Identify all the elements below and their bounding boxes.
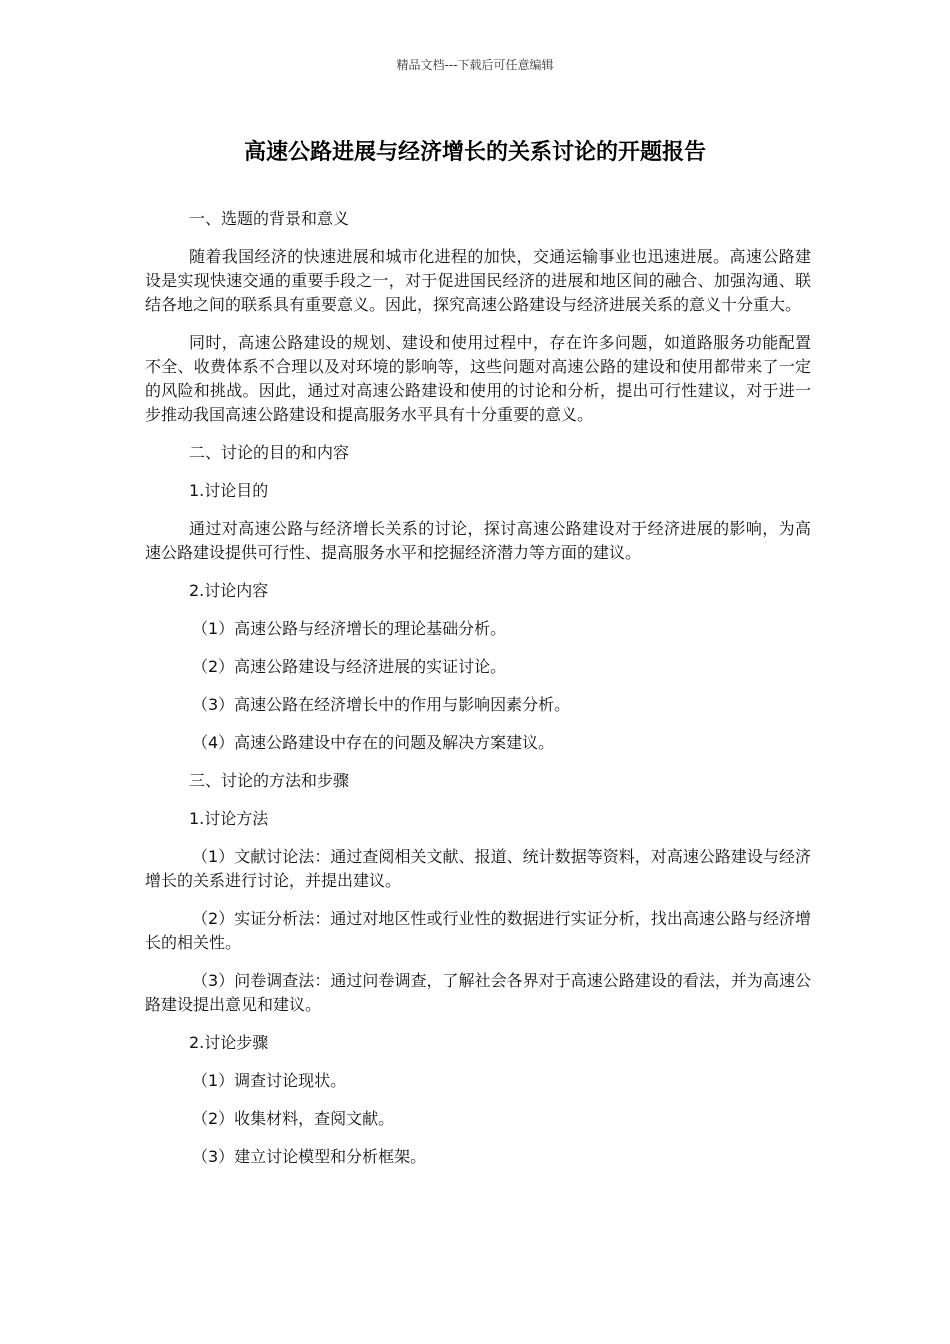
body-paragraph: 通过对高速公路与经济增长关系的讨论，探讨高速公路建设对于经济进展的影响，为高速公路建设提供可行性、提高服务水平和挖掘经济潜力等方面的建议。 xyxy=(145,519,811,562)
section-heading: 二、讨论的目的和内容 xyxy=(189,443,350,462)
subsection-heading: 2.讨论步骤 xyxy=(189,1033,269,1052)
document-body xyxy=(145,207,811,1183)
page-header: 精品文档---下载后可任意编辑 xyxy=(396,58,554,72)
document-title: 高速公路进展与经济增长的关系讨论的开题报告 xyxy=(243,140,706,165)
body-paragraph: 同时，高速公路建设的规划、建设和使用过程中，存在许多问题，如道路服务功能配置不全、收费体系不合理以及对环境的影响等，这些问题对高速公路的建设和使用都带来了一定的风险和挑战。因此，通过对高速公路建设和使用的讨论和分析，提出可行性建议，对于进一步推动我国高速公路建设和提高服务水平具有十分重要的意义。 xyxy=(145,333,811,424)
list-item: （1）高速公路与经济增长的理论基础分析。 xyxy=(192,619,507,638)
list-item: （1）文献讨论法：通过查阅相关文献、报道、统计数据等资料，对高速公路建设与经济增长的关系进行讨论，并提出建议。 xyxy=(145,847,811,890)
section-heading: 三、讨论的方法和步骤 xyxy=(189,771,350,790)
subsection-heading: 2.讨论内容 xyxy=(189,581,269,600)
list-item: （1）调查讨论现状。 xyxy=(192,1071,347,1090)
list-item: （3）问卷调查法：通过问卷调查，了解社会各界对于高速公路建设的看法，并为高速公路建设提出意见和建议。 xyxy=(145,971,811,1014)
section-heading: 一、选题的背景和意义 xyxy=(189,209,350,228)
list-item: （2）实证分析法：通过对地区性或行业性的数据进行实证分析，找出高速公路与经济增长的相关性。 xyxy=(145,909,811,952)
subsection-heading: 1.讨论目的 xyxy=(189,481,269,500)
body-paragraph: 随着我国经济的快速进展和城市化进程的加快，交通运输事业也迅速进展。高速公路建设是实现快速交通的重要手段之一，对于促进国民经济的进展和地区间的融合、加强沟通、联结各地之间的联系具有重要意义。因此，探究高速公路建设与经济进展关系的意义十分重大。 xyxy=(145,247,811,314)
list-item: （4）高速公路建设中存在的问题及解决方案建议。 xyxy=(192,733,555,752)
subsection-heading: 1.讨论方法 xyxy=(189,809,269,828)
list-item: （2）高速公路建设与经济进展的实证讨论。 xyxy=(192,657,507,676)
list-item: （2）收集材料，查阅文献。 xyxy=(192,1109,395,1128)
list-item: （3）高速公路在经济增长中的作用与影响因素分析。 xyxy=(192,695,571,714)
list-item: （3）建立讨论模型和分析框架。 xyxy=(192,1147,427,1166)
